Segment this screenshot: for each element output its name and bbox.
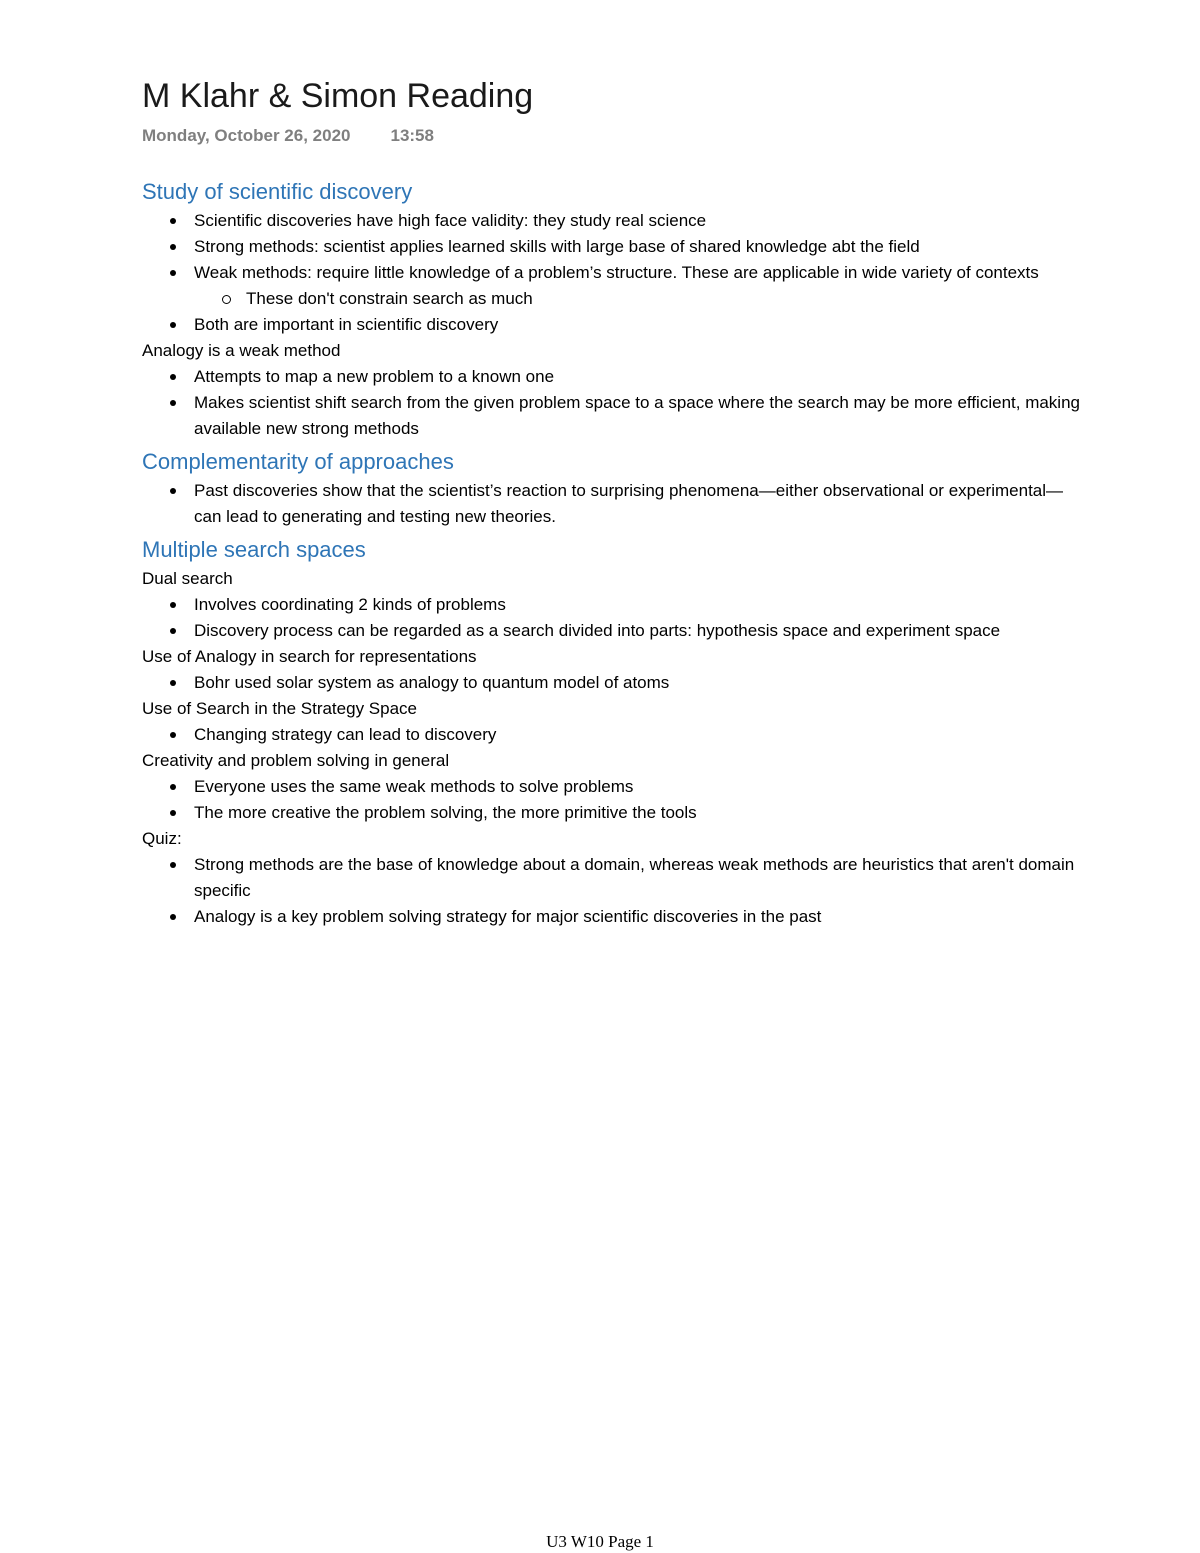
note-timestamp bbox=[142, 126, 1082, 146]
bullet-list bbox=[142, 208, 1082, 286]
list-item: Makes scientist shift search from the given problem space to a space where the search may be more efficient, making available new strong methods bbox=[194, 390, 1082, 442]
list-item: Analogy is a key problem solving strategy for major scientific discoveries in the past bbox=[194, 904, 1082, 930]
list-item: The more creative the problem solving, the more primitive the tools bbox=[194, 800, 1082, 826]
bullet-list bbox=[142, 364, 1082, 442]
note-page bbox=[142, 72, 1082, 930]
list-item: Scientific discoveries have high face validity: they study real science bbox=[194, 208, 1082, 234]
bullet-list bbox=[142, 774, 1082, 826]
list-item: Bohr used solar system as analogy to quantum model of atoms bbox=[194, 670, 1082, 696]
paragraph: Analogy is a weak method bbox=[142, 341, 341, 360]
list-item: Past discoveries show that the scientist’s reaction to surprising phenomena—either observational or experimental—can lead to generating and testing new theories. bbox=[194, 478, 1082, 530]
bullet-list bbox=[142, 478, 1082, 530]
section-heading: Complementarity of approaches bbox=[142, 449, 454, 474]
sub-bullet-list bbox=[142, 286, 1082, 312]
page-title: M Klahr & Simon Reading bbox=[142, 77, 534, 115]
paragraph: Quiz: bbox=[142, 829, 182, 848]
list-item: Changing strategy can lead to discovery bbox=[194, 722, 1082, 748]
list-item: Involves coordinating 2 kinds of problems bbox=[194, 592, 1082, 618]
bullet-list bbox=[142, 312, 1082, 338]
bullet-list bbox=[142, 722, 1082, 748]
list-item: Everyone uses the same weak methods to solve problems bbox=[194, 774, 1082, 800]
bullet-list bbox=[142, 852, 1082, 930]
note-time: 13:58 bbox=[390, 126, 434, 145]
page-footer: U3 W10 Page 1 bbox=[546, 1532, 654, 1551]
paragraph: Use of Search in the Strategy Space bbox=[142, 699, 417, 718]
section-heading: Multiple search spaces bbox=[142, 537, 366, 562]
list-item: These don't constrain search as much bbox=[246, 286, 1082, 312]
paragraph: Use of Analogy in search for representations bbox=[142, 647, 477, 666]
list-item: Strong methods: scientist applies learned skills with large base of shared knowledge abt the field bbox=[194, 234, 1082, 260]
note-date: Monday, October 26, 2020 bbox=[142, 126, 351, 145]
list-item: Strong methods are the base of knowledge about a domain, whereas weak methods are heuristics that aren't domain specific bbox=[194, 852, 1082, 904]
bullet-list bbox=[142, 592, 1082, 644]
paragraph: Creativity and problem solving in general bbox=[142, 751, 450, 770]
list-item: Both are important in scientific discovery bbox=[194, 312, 1082, 338]
section-heading: Study of scientific discovery bbox=[142, 179, 413, 204]
paragraph: Dual search bbox=[142, 569, 233, 588]
list-item: Weak methods: require little knowledge of a problem’s structure. These are applicable in wide variety of contexts bbox=[194, 260, 1082, 286]
list-item: Discovery process can be regarded as a search divided into parts: hypothesis space and experiment space bbox=[194, 618, 1082, 644]
list-item: Attempts to map a new problem to a known one bbox=[194, 364, 1082, 390]
bullet-list bbox=[142, 670, 1082, 696]
